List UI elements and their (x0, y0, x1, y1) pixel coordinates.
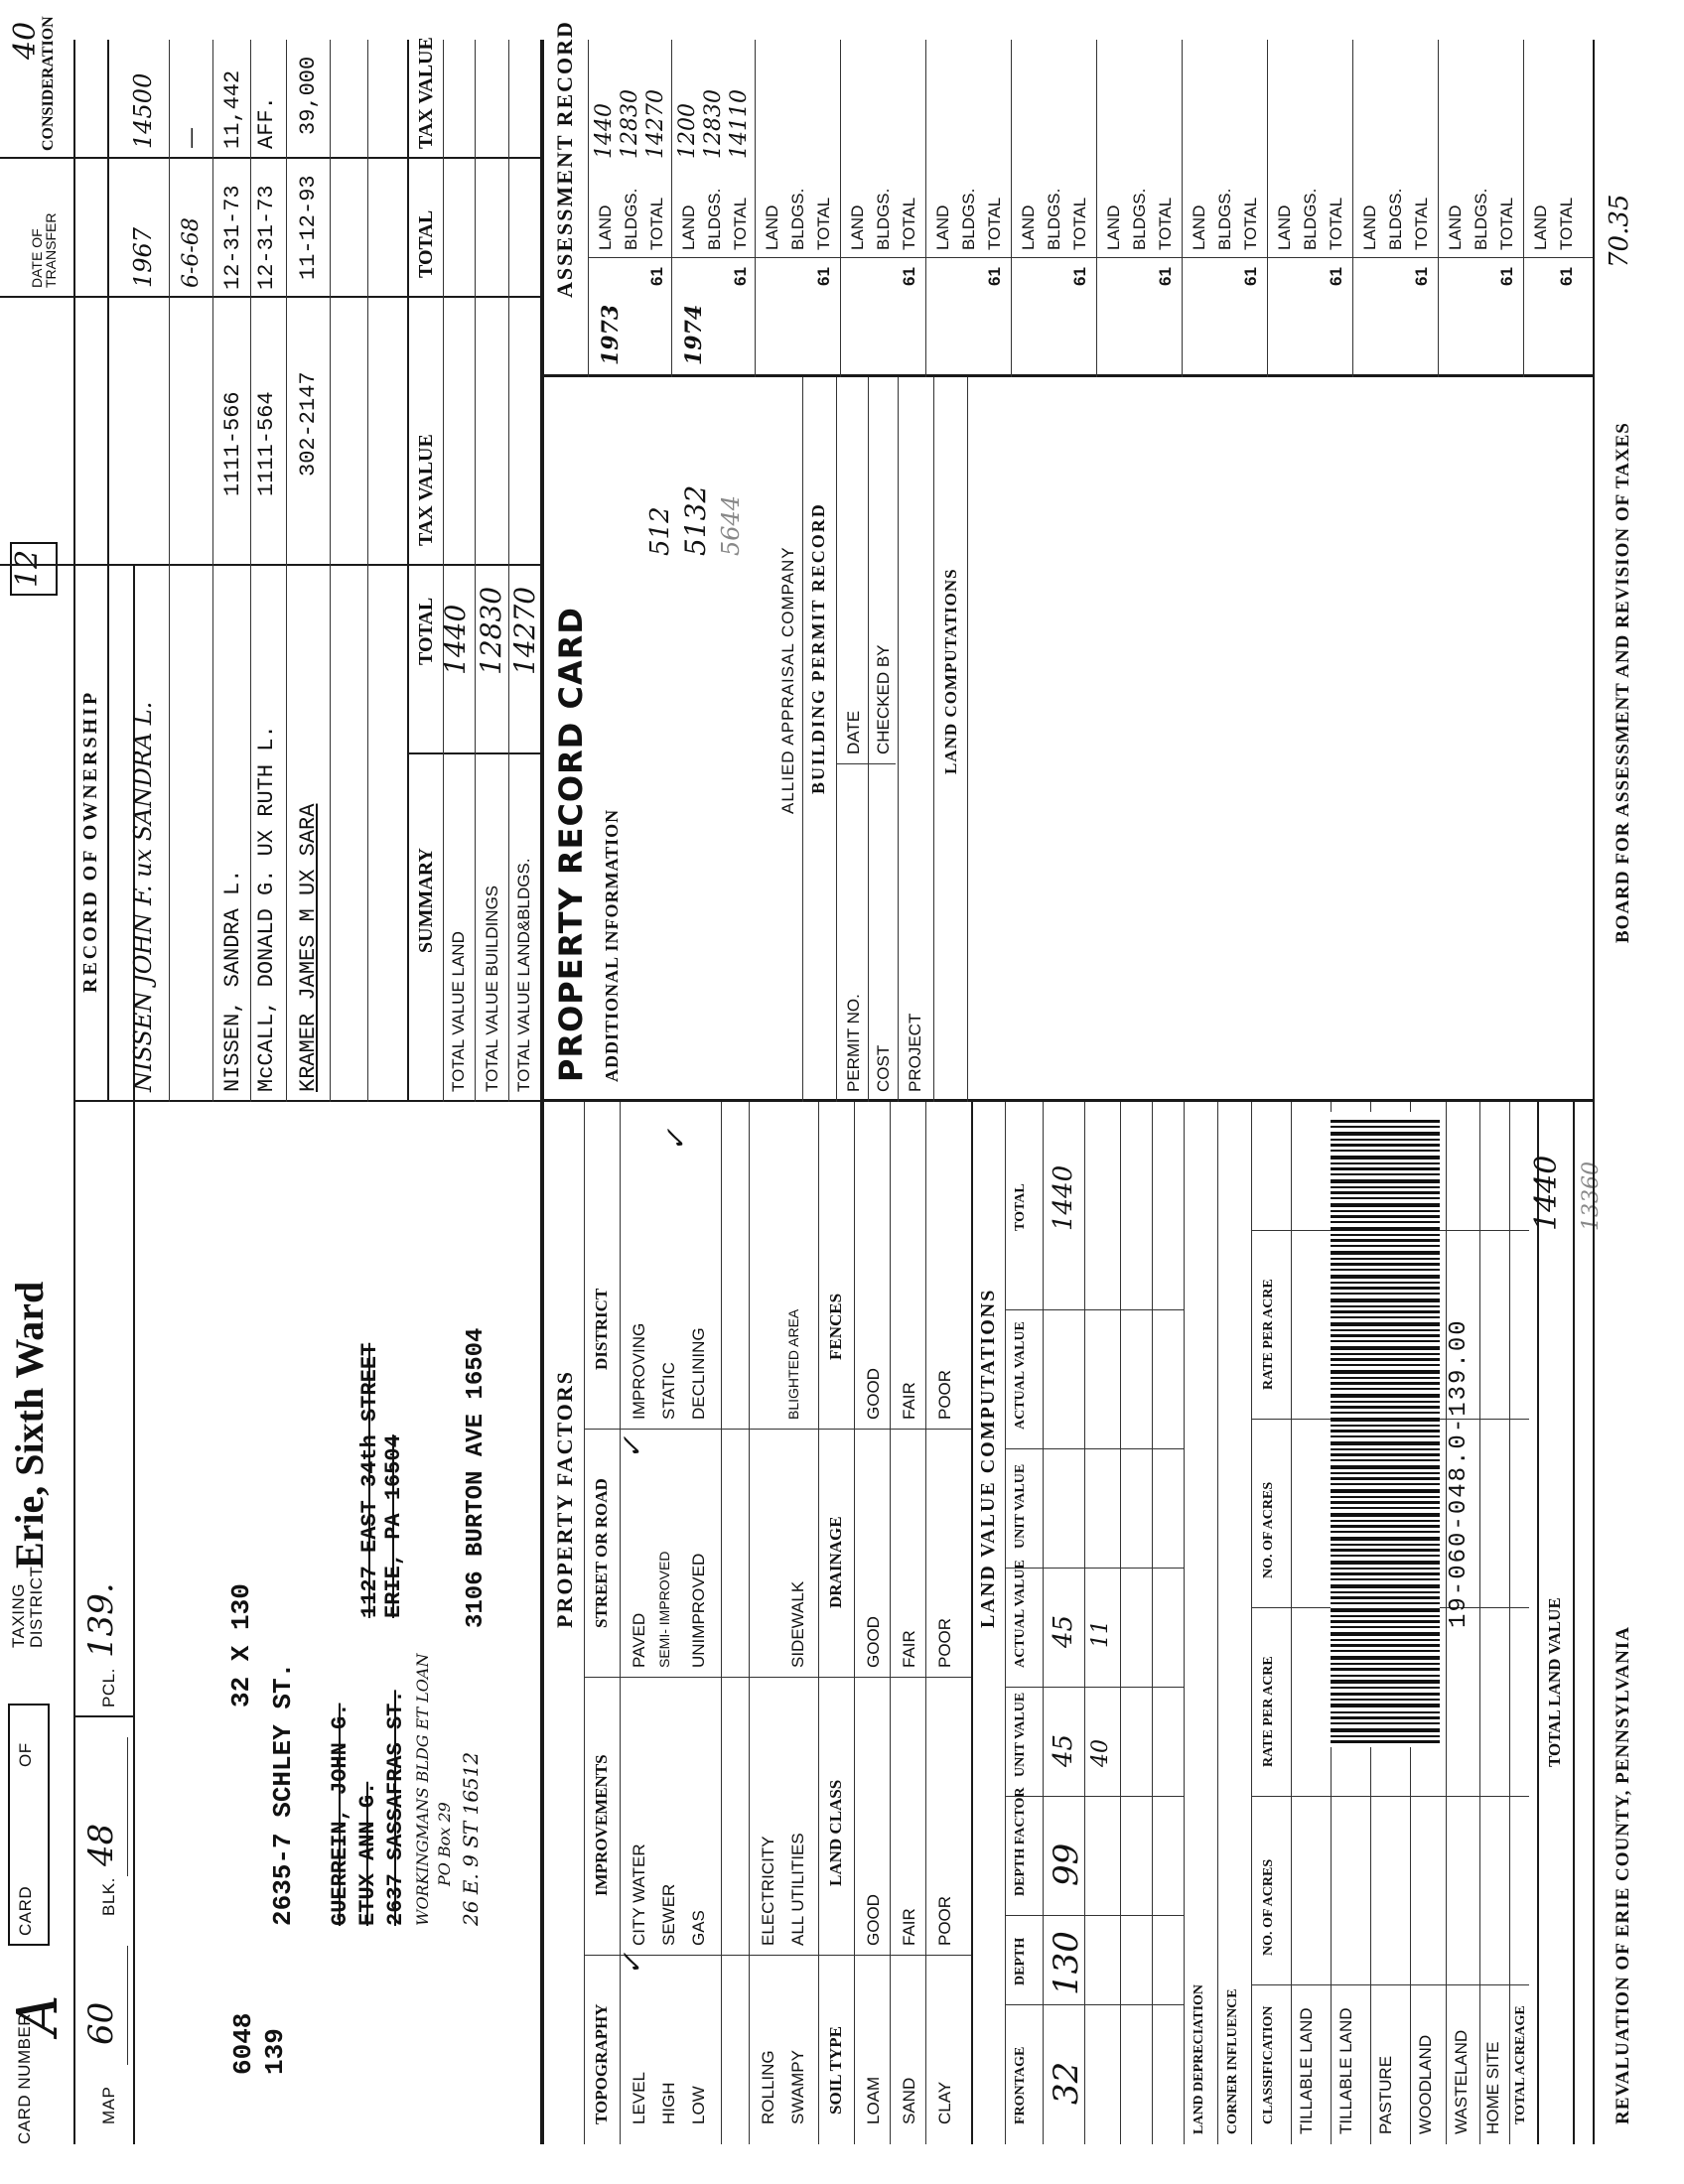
transfer-date-1: 1967 (129, 226, 157, 288)
assess-total-12: TOTAL (1557, 197, 1576, 250)
hand-value-1: 512 (645, 506, 675, 556)
summary-title: SUMMARY (415, 848, 437, 953)
assess-land-10: LAND (1360, 205, 1379, 250)
consideration-1: 14500 (129, 72, 157, 149)
soil-clay: CLAY (935, 2081, 954, 2124)
assess-total-3: TOTAL (814, 197, 833, 250)
class-total-acreage: TOTAL ACREAGE (1513, 2005, 1528, 2124)
assess-bldgs-6: BLDGS. (1045, 188, 1063, 250)
lv-unit-value-value: 45 (1049, 1733, 1078, 1767)
parcel-code-1: 6048 (228, 2012, 258, 2075)
assess-bldgs-8: BLDGS. (1215, 188, 1234, 250)
check-static: ✓ (659, 1128, 692, 1152)
total-value-land-bldgs: 14270 (508, 586, 541, 675)
book-5: 302-2147 (296, 371, 321, 477)
header-improvements: IMPROVEMENTS (592, 1754, 611, 1896)
date-of-transfer-label: DATE OF TRANSFER (29, 212, 59, 288)
blk-value: 48 (81, 1823, 121, 1866)
street-sidewalk: SIDEWALK (788, 1580, 807, 1668)
of-label: OF (16, 1742, 35, 1767)
barcode-graphic (1331, 1112, 1440, 1747)
lv-frontage-value: 32 (1047, 2061, 1086, 2105)
owner-row-3: NISSEN, SANDRA L. (220, 869, 245, 1092)
assess-bldgs-2: BLDGS. (705, 188, 724, 250)
total-value-land-bldgs-label: TOTAL VALUE LAND&BLDGS. (514, 858, 533, 1092)
district-declining: DECLINING (689, 1327, 708, 1420)
assess-bldgs-1: BLDGS. (622, 188, 640, 250)
permit-checked-label: CHECKED BY (874, 644, 893, 754)
assess-bldgs-9: BLDGS. (1301, 188, 1320, 250)
assess-bldgs-value-1: 12830 (618, 89, 642, 159)
assess-total-value-2: 14110 (727, 89, 752, 159)
year-code-11: 61 (1497, 267, 1516, 286)
pcl-label: PCL. (99, 1668, 118, 1707)
acre-rate-2: RATE PER ACRE (1261, 1279, 1276, 1390)
drainage-poor: POOR (935, 1617, 954, 1668)
lv-frontage: FRONTAGE (1013, 2046, 1028, 2124)
header-land-class: LAND CLASS (826, 1779, 845, 1886)
assess-bldgs-11: BLDGS. (1472, 188, 1490, 250)
hand-value-2: 5132 (679, 484, 712, 556)
total-land-value-label: TOTAL LAND VALUE (1545, 1597, 1564, 1767)
land-depreciation: LAND DEPRECIATION (1192, 1983, 1206, 2134)
prior-owner-3: 2637 SASSAFRAS ST. (383, 1690, 408, 1926)
assess-land-7: LAND (1104, 205, 1123, 250)
assess-bldgs-7: BLDGS. (1130, 188, 1149, 250)
year-code-7: 61 (1156, 267, 1175, 286)
owner-row-5: KRAMER JAMES M UX SARA (296, 803, 321, 1092)
transfer-date-4: 12-31-73 (254, 185, 279, 290)
total-value-buildings: 12830 (475, 586, 507, 675)
map-value: 60 (81, 2001, 121, 2045)
total-land-value-hand: 1440 (1529, 1155, 1564, 1231)
year-code-4: 61 (900, 267, 918, 286)
drainage-fair: FAIR (900, 1630, 918, 1668)
card-number-label: CARD NUMBER (15, 2012, 34, 2144)
drainage-good: GOOD (864, 1616, 883, 1668)
imp-electricity: ELECTRICITY (759, 1836, 777, 1946)
book-4: 1111-564 (254, 391, 279, 496)
allied-appraisal: ALLIED APPRAISAL COMPANY (778, 546, 797, 814)
lv-actual-value-2: ACTUAL VALUE (1013, 1321, 1028, 1430)
footer-hand-value: 70.35 (1605, 194, 1634, 268)
acre-rate: RATE PER ACRE (1261, 1656, 1276, 1767)
lv-unit-value-2: UNIT VALUE (1013, 1463, 1028, 1549)
taxing-district-label: TAXING DISTRICT (9, 1566, 46, 1648)
imp-city-water: CITY WATER (630, 1843, 648, 1946)
page-number: 40 (8, 21, 43, 60)
assess-land-11: LAND (1446, 205, 1465, 250)
taxing-district: Erie, Sixth Ward (7, 1281, 52, 1569)
district-static: STATIC (659, 1362, 678, 1420)
summary-tax-value-label-2: TAX VALUE (415, 37, 437, 149)
lv-row2-unit: 40 (1088, 1739, 1113, 1767)
boxed-number: 12 (10, 549, 45, 588)
parcel-dimensions: 32 X 130 (226, 1583, 256, 1707)
class-home-site: HOME SITE (1483, 2041, 1502, 2134)
parcel-code-2: 139 (260, 2028, 290, 2075)
lv-depth-value: 130 (1047, 1931, 1086, 1995)
topo-level: LEVEL (630, 2072, 648, 2124)
transfer-date-3: 12-31-73 (220, 185, 245, 290)
assess-bldgs-value-2: 12830 (701, 89, 726, 159)
land-value-title: LAND VALUE COMPUTATIONS (977, 1288, 999, 1628)
class-wasteland: WASTELAND (1452, 2029, 1471, 2134)
check-level: ✓ (616, 1952, 648, 1976)
class-pasture: PASTURE (1376, 2055, 1395, 2134)
lv-actual-value: ACTUAL VALUE (1013, 1560, 1028, 1668)
year-code-8: 61 (1241, 267, 1260, 286)
stamp-year-2: 1974 (681, 304, 707, 365)
assess-total-1: TOTAL (647, 197, 666, 250)
prior-owner-1: GUERREIN, JOHN G. (328, 1703, 352, 1926)
map-label: MAP (99, 2086, 118, 2124)
topo-swampy: SWAMPY (788, 2050, 807, 2124)
card-label: CARD (16, 1885, 35, 1936)
consideration-4: AFF. (254, 96, 279, 149)
summary-total-label: TOTAL (415, 597, 437, 665)
total-value-buildings-label: TOTAL VALUE BUILDINGS (483, 885, 501, 1092)
assessment-title: ASSESSMENT RECORD (552, 20, 577, 298)
topo-rolling: ROLLING (759, 2050, 777, 2124)
class-tillable-1: TILLABLE LAND (1297, 2007, 1316, 2134)
additional-info-label: ADDITIONAL INFORMATION (602, 808, 622, 1082)
header-district: DISTRICT (592, 1288, 611, 1370)
assess-land-value-2: 1200 (675, 103, 700, 159)
owner-row-4: McCALL, DONALD G. UX RUTH L. (254, 725, 279, 1092)
district-improving: IMPROVING (630, 1322, 648, 1420)
assess-land-9: LAND (1275, 205, 1294, 250)
lv-row2-actual: 11 (1088, 1620, 1113, 1648)
class-fair: FAIR (900, 1908, 918, 1946)
soil-sand: SAND (900, 2077, 918, 2124)
year-code-6: 61 (1070, 267, 1089, 286)
summary-total-label-2: TOTAL (415, 209, 437, 278)
year-code-1: 61 (647, 267, 666, 286)
acre-classification: CLASSIFICATION (1261, 2005, 1276, 2124)
owner-row-1: NISSEN JOHN F. ux SANDRA L. (129, 701, 157, 1092)
class-woodland: WOODLAND (1416, 2034, 1435, 2134)
faint-hand-value: 13360 (1579, 1161, 1604, 1231)
district-blighted: BLIGHTED AREA (785, 1308, 801, 1420)
year-code-12: 61 (1557, 267, 1576, 286)
card-letter: A (6, 1994, 70, 2035)
lv-actual-value-value: 45 (1049, 1614, 1078, 1648)
acre-no-of-acres: NO. OF ACRES (1261, 1858, 1276, 1956)
year-code-10: 61 (1412, 267, 1431, 286)
assess-total-10: TOTAL (1412, 197, 1431, 250)
class-tillable-2: TILLABLE LAND (1336, 2007, 1355, 2134)
assess-land-12: LAND (1531, 205, 1550, 250)
assess-land-8: LAND (1190, 205, 1208, 250)
topo-low: LOW (689, 2086, 708, 2124)
header-fences: FENCES (826, 1293, 845, 1360)
consideration-5: 39,000 (296, 56, 321, 135)
assess-total-8: TOTAL (1241, 197, 1260, 250)
lv-depth-factor: DEPTH FACTOR (1013, 1787, 1028, 1896)
parcel-address: 2635-7 SCHLEY ST. (268, 1662, 298, 1926)
acre-no-of-acres-2: NO. OF ACRES (1261, 1481, 1276, 1578)
permit-date-label: DATE (844, 710, 863, 754)
land-computations-label: LAND COMPUTATIONS (941, 568, 960, 774)
assess-total-11: TOTAL (1497, 197, 1516, 250)
assess-land-2: LAND (679, 205, 698, 250)
consideration-2: — (179, 127, 204, 149)
assess-total-7: TOTAL (1156, 197, 1175, 250)
year-code-5: 61 (985, 267, 1004, 286)
mail-line-1: 1127 EAST 34th STREET (357, 1342, 382, 1618)
header-soil-type: SOIL TYPE (826, 2026, 845, 2115)
imp-gas: GAS (689, 1910, 708, 1946)
blk-label: BLK. (99, 1877, 118, 1916)
hand-note-2: PO Box 29 (435, 1802, 454, 1886)
street-unimproved: UNIMPROVED (689, 1553, 708, 1668)
year-code-3: 61 (814, 267, 833, 286)
assess-land-5: LAND (933, 205, 952, 250)
permit-project-label: PROJECT (906, 1013, 924, 1092)
stamp-year-1: 1973 (598, 304, 624, 365)
assess-land-1: LAND (596, 205, 615, 250)
pcl-value: 139. (81, 1582, 121, 1658)
fences-poor: POOR (935, 1369, 954, 1420)
property-factors-title: PROPERTY FACTORS (552, 1369, 577, 1628)
permit-cost-label: COST (874, 1044, 893, 1092)
assess-total-2: TOTAL (731, 197, 750, 250)
consideration-label: CONSIDERATION (40, 16, 57, 151)
year-code-2: 61 (731, 267, 750, 286)
hand-note-1: WORKINGMANS BLDG ET LOAN (413, 1653, 432, 1926)
hand-value-3: 5644 (717, 494, 745, 556)
street-paved: PAVED (630, 1612, 648, 1668)
current-address: 3106 BURTON AVE 16504 (463, 1327, 490, 1628)
soil-loam: LOAM (864, 2076, 883, 2124)
consideration-3: 11,442 (220, 69, 245, 149)
header-drainage: DRAINAGE (826, 1516, 845, 1608)
assess-land-4: LAND (848, 205, 867, 250)
assess-land-6: LAND (1019, 205, 1038, 250)
street-semi-improved: SEMI- IMPROVED (656, 1551, 672, 1668)
total-value-land-label: TOTAL VALUE LAND (449, 931, 468, 1092)
assess-total-value-1: 14270 (643, 89, 668, 159)
assess-land-3: LAND (763, 205, 781, 250)
permit-title: BUILDING PERMIT RECORD (808, 502, 828, 794)
fences-good: GOOD (864, 1368, 883, 1420)
permit-no-label: PERMIT NO. (844, 994, 863, 1092)
lv-total: TOTAL (1013, 1183, 1028, 1231)
prior-owner-2: ETUX ANN G. (355, 1781, 380, 1926)
assess-bldgs-4: BLDGS. (874, 188, 893, 250)
barcode-number: 19-060-048.0-139.00 (1446, 1318, 1473, 1628)
footer-right: BOARD FOR ASSESSMENT AND REVISION OF TAXES (1613, 422, 1633, 943)
assess-total-6: TOTAL (1070, 197, 1089, 250)
assess-total-4: TOTAL (900, 197, 918, 250)
imp-sewer: SEWER (659, 1883, 678, 1946)
assess-total-5: TOTAL (985, 197, 1004, 250)
book-3: 1111-566 (220, 391, 245, 496)
assess-total-9: TOTAL (1327, 197, 1345, 250)
year-code-9: 61 (1327, 267, 1345, 286)
total-value-land: 1440 (439, 604, 472, 675)
lv-unit-value: UNIT VALUE (1013, 1692, 1028, 1777)
lv-depth-factor-value: 99 (1047, 1843, 1086, 1886)
assess-land-value-1: 1440 (592, 103, 617, 159)
corner-influence: CORNER INFLUENCE (1225, 1988, 1240, 2134)
assess-bldgs-5: BLDGS. (959, 188, 978, 250)
imp-all-utilities: ALL UTILITIES (788, 1833, 807, 1946)
transfer-date-2: 6-6-68 (179, 217, 204, 288)
ownership-title: RECORD OF OWNERSHIP (79, 689, 101, 993)
summary-tax-value-label: TAX VALUE (415, 434, 437, 546)
mail-line-2: ERIE, PA 16504 (381, 1434, 406, 1618)
header-topography: TOPOGRAPHY (592, 2003, 611, 2124)
fences-fair: FAIR (900, 1382, 918, 1420)
class-poor: POOR (935, 1895, 954, 1946)
record-card-title: PROPERTY RECORD CARD (552, 607, 590, 1082)
topo-high: HIGH (659, 2082, 678, 2124)
header-street: STREET OR ROAD (592, 1478, 611, 1628)
assess-bldgs-10: BLDGS. (1386, 188, 1405, 250)
footer-left: REVALUATION OF ERIE COUNTY, PENNSYLVANIA (1613, 1626, 1633, 2124)
class-good: GOOD (864, 1894, 883, 1946)
transfer-date-5: 11-12-93 (296, 175, 321, 280)
hand-note-3: 26 E. 9 ST 16512 (459, 1751, 483, 1926)
assess-bldgs-3: BLDGS. (788, 188, 807, 250)
check-paved: ✓ (616, 1435, 648, 1459)
lv-depth: DEPTH (1013, 1937, 1028, 1985)
lv-total-value: 1440 (1049, 1164, 1078, 1231)
